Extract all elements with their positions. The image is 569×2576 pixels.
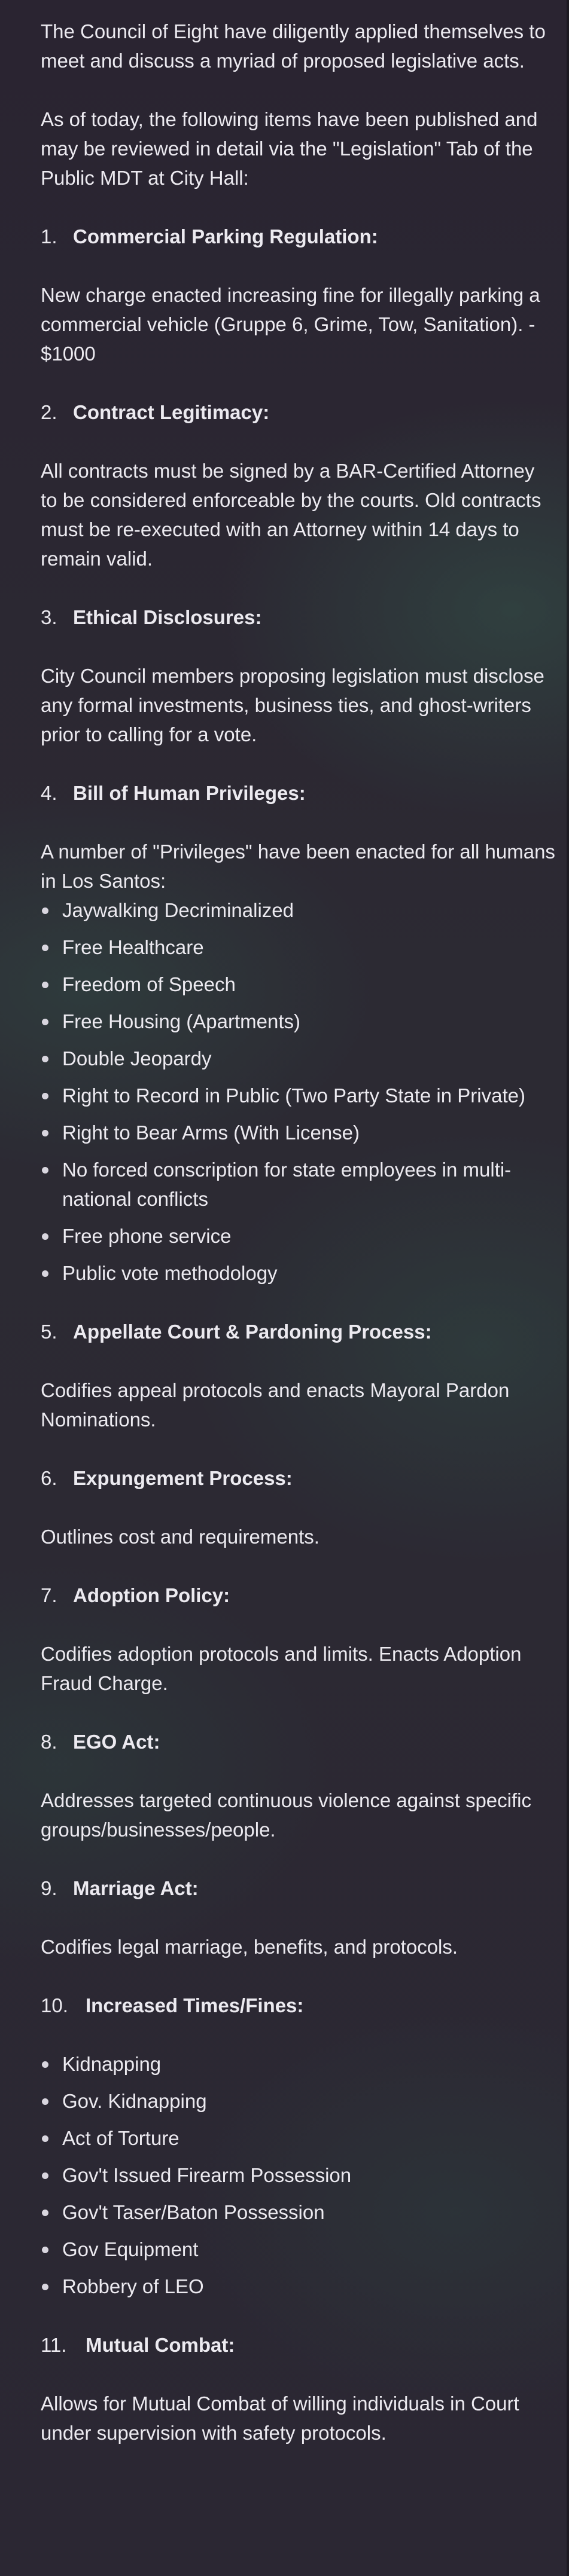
section-heading [41,1727,556,1756]
section-heading [41,1991,556,2020]
section-number: 6. [41,1467,57,1489]
section-body: All contracts must be signed by a BAR-Certified Attorney to be considered enforceable by the courts. Old contracts must be re-executed with an Attorney within 14 days to remain valid. [41,460,541,570]
section-title: Expungement Process: [73,1467,293,1489]
section-body: Codifies adoption protocols and limits. Enacts Adoption Fraud Charge. [41,1643,522,1694]
section-number: 11. [41,2334,67,2356]
section-title: Ethical Disclosures: [73,606,262,628]
section-number: 1. [41,225,57,247]
section-heading [41,222,556,251]
section-title: Commercial Parking Regulation: [73,225,378,247]
section-title: EGO Act: [73,1731,160,1753]
section-body: A number of "Privileges" have been enacted for all humans in Los Santos: [41,841,555,892]
list-item: Freedom of Speech [41,970,556,999]
scrollbar-edge [567,0,569,2576]
list-item: Right to Record in Public (Two Party State in Private) [41,1081,556,1110]
section-body: Codifies legal marriage, benefits, and protocols. [41,1936,458,1958]
section-number: 3. [41,606,57,628]
section-body: City Council members proposing legislation must disclose any formal investments, business ties, and ghost-writers prior to calling for a vote. [41,665,544,745]
section-title: Mutual Combat: [86,2334,235,2356]
section-number: 4. [41,782,57,804]
list-item: Jaywalking Decriminalized [41,896,556,925]
list-item: Gov Equipment [41,2235,556,2264]
section-title: Appellate Court & Pardoning Process: [73,1321,432,1343]
intro-paragraph: As of today, the following items have been published and may be reviewed in detail via the "Legislation" Tab of the Public MDT at City Hall: [41,108,538,189]
list-item: Act of Torture [41,2123,556,2153]
section-title: Contract Legitimacy: [73,401,270,423]
section-number: 8. [41,1731,57,1753]
fines-list [41,2049,556,2301]
section-body: Codifies appeal protocols and enacts Mayoral Pardon Nominations. [41,1379,510,1431]
intro-paragraph: The Council of Eight have diligently applied themselves to meet and discuss a myriad of proposed legislative acts. [41,20,546,72]
section-body: New charge enacted increasing fine for illegally parking a commercial vehicle (Gruppe 6, Grime, Tow, Sanitation). - $1000 [41,284,540,365]
section-heading [41,778,556,808]
section-body: Outlines cost and requirements. [41,1526,320,1548]
section-number: 7. [41,1584,57,1606]
section-title: Bill of Human Privileges: [73,782,306,804]
list-item: Kidnapping [41,2049,556,2079]
section-body: Allows for Mutual Combat of willing individuals in Court under supervision with safety protocols. [41,2392,519,2444]
section-heading [41,1463,556,1493]
section-heading [41,603,556,632]
section-heading [41,1874,556,1903]
section-title: Marriage Act: [73,1877,199,1899]
section-number: 9. [41,1877,57,1899]
list-item: Free Healthcare [41,933,556,962]
list-item: Double Jeopardy [41,1044,556,1073]
privileges-list [41,896,556,1288]
list-item: Free phone service [41,1221,556,1251]
list-item: No forced conscription for state employees in multi-national conflicts [41,1155,556,1214]
section-heading [41,2330,556,2360]
section-number: 10. [41,1994,68,2016]
section-body: Addresses targeted continuous violence against specific groups/businesses/people. [41,1789,531,1841]
announcement-content [41,17,556,2447]
section-number: 2. [41,401,57,423]
list-item: Free Housing (Apartments) [41,1007,556,1036]
list-item: Robbery of LEO [41,2272,556,2301]
section-title: Increased Times/Fines: [86,1994,304,2016]
section-heading [41,1317,556,1346]
list-item: Gov. Kidnapping [41,2086,556,2116]
section-heading [41,1581,556,1610]
list-item: Gov't Issued Firearm Possession [41,2161,556,2190]
list-item: Public vote methodology [41,1258,556,1288]
list-item: Right to Bear Arms (With License) [41,1118,556,1147]
section-number: 5. [41,1321,57,1343]
section-title: Adoption Policy: [73,1584,230,1606]
section-heading [41,398,556,427]
list-item: Gov't Taser/Baton Possession [41,2198,556,2227]
